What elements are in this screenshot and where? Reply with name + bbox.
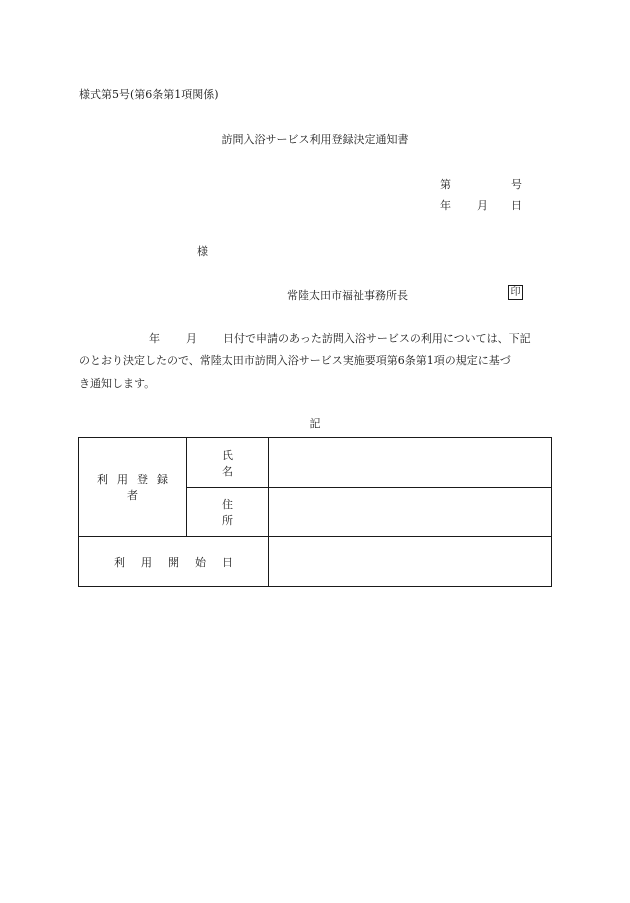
addressee-suffix: 様 bbox=[197, 245, 208, 258]
ki-heading: 記 bbox=[309, 417, 321, 430]
name-field[interactable] bbox=[269, 438, 551, 488]
document-title: 訪問入浴サービス利用登録決定通知書 bbox=[221, 133, 409, 146]
user-label: 利用登録者 bbox=[97, 473, 177, 502]
name-label-cell bbox=[187, 438, 269, 488]
form-number-label: 様式第5号(第6条第1項関係) bbox=[79, 88, 219, 101]
seal-mark: 印 bbox=[508, 285, 523, 300]
body-text-line-1-rest: 日付で申請のあった訪問入浴サービスの利用については、下記 bbox=[223, 332, 531, 345]
start-date-label-cell bbox=[79, 537, 269, 586]
start-date-label: 利用開始日 bbox=[114, 555, 249, 569]
body-year-label: 年 bbox=[149, 332, 160, 345]
date-year-label: 年 bbox=[440, 199, 451, 212]
start-date-field[interactable] bbox=[269, 537, 551, 586]
body-text-line-3: き通知します。 bbox=[79, 377, 156, 390]
sender-name: 常陸太田市福祉事務所長 bbox=[287, 289, 408, 302]
body-text-line-2: のとおり決定したので、常陸太田市訪問入浴サービス実施要項第6条第1項の規定に基づ bbox=[79, 354, 511, 367]
address-field[interactable] bbox=[269, 488, 551, 537]
date-month-label: 月 bbox=[477, 199, 488, 212]
date-day-label: 日 bbox=[511, 199, 522, 212]
body-month-label: 月 bbox=[186, 332, 197, 345]
address-label-cell bbox=[187, 488, 269, 537]
issue-number-prefix: 第 bbox=[440, 178, 451, 191]
issue-number-suffix: 号 bbox=[511, 178, 522, 191]
name-label: 氏名 bbox=[222, 448, 255, 478]
registration-table bbox=[78, 437, 552, 587]
address-label: 住所 bbox=[222, 498, 255, 527]
user-label-cell bbox=[79, 438, 187, 537]
